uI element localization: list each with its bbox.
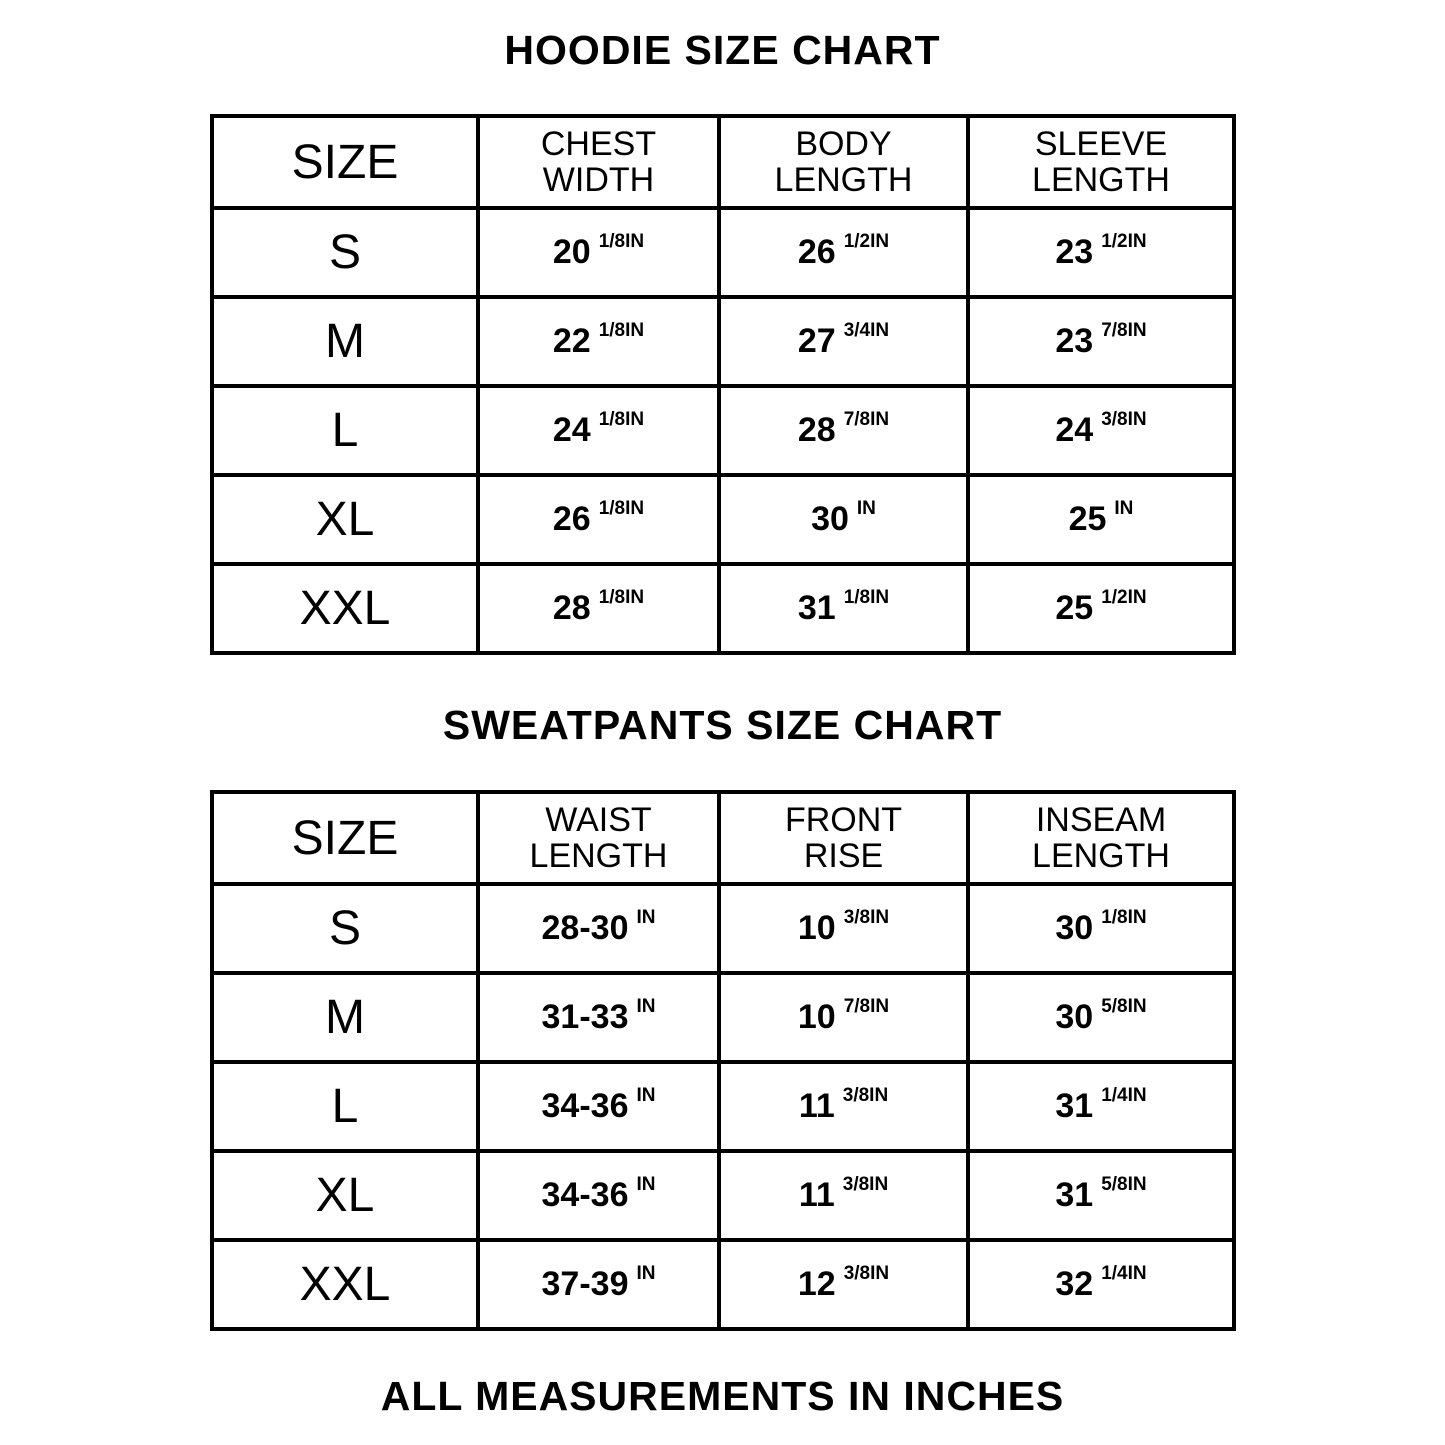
measurement-unit: 1/2IN (1101, 587, 1147, 608)
measurement-value: 25 (1055, 589, 1094, 627)
measurement-cell (968, 564, 1234, 653)
measurement-value: 10 (797, 909, 836, 947)
column-header: SLEEVE LENGTH (968, 116, 1234, 208)
measurement-cell (968, 884, 1234, 973)
measurement-cell (478, 973, 719, 1062)
measurement-unit: IN (636, 1174, 656, 1195)
table-row (212, 1062, 1234, 1151)
table-row (212, 386, 1234, 475)
measurement-cell (719, 386, 968, 475)
table-row (212, 297, 1234, 386)
measurement-unit: 1/8IN (598, 409, 645, 430)
measurement-value: 11 (798, 1176, 835, 1214)
size-label: L (212, 1062, 478, 1151)
measurement-unit: 7/8IN (843, 996, 890, 1017)
measurement-value: 31 (1055, 1176, 1094, 1214)
measurement-unit: 1/8IN (598, 231, 645, 252)
measurement-unit: IN (636, 1085, 656, 1106)
measurement-unit: 1/8IN (598, 498, 645, 519)
measurement-value: 31 (1055, 1087, 1094, 1125)
table-row (212, 973, 1234, 1062)
measurement-cell (968, 1062, 1234, 1151)
sweatpants-chart-title: SWEATPANTS SIZE CHART (442, 702, 1003, 748)
measurement-cell (719, 884, 968, 973)
table-row (212, 208, 1234, 297)
measurement-value: 28-30 (541, 909, 629, 947)
measurement-cell (478, 475, 719, 564)
measurement-value: 23 (1055, 322, 1094, 360)
table-row (212, 564, 1234, 653)
measurement-unit: IN (856, 498, 876, 519)
measurement-value: 28 (552, 589, 591, 627)
measurement-cell (719, 1240, 968, 1329)
hoodie-size-table (210, 114, 1236, 655)
measurement-cell (719, 475, 968, 564)
measurement-cell (968, 297, 1234, 386)
measurement-cell (478, 386, 719, 475)
measurement-value: 24 (1055, 411, 1094, 449)
column-header: SIZE (212, 116, 478, 208)
table-header-row (212, 116, 1234, 208)
measurement-value: 27 (797, 322, 836, 360)
column-header: WAIST LENGTH (478, 792, 719, 884)
measurement-unit: IN (1114, 498, 1134, 519)
measurement-value: 31-33 (541, 998, 629, 1036)
measurement-unit: 1/8IN (843, 587, 890, 608)
measurement-unit: 1/8IN (598, 587, 645, 608)
measurement-cell (478, 297, 719, 386)
measurement-unit: 5/8IN (1101, 1174, 1147, 1195)
measurement-unit: 1/2IN (1101, 231, 1147, 252)
column-header: INSEAM LENGTH (968, 792, 1234, 884)
measurement-cell (719, 208, 968, 297)
measurement-unit: IN (636, 1263, 656, 1284)
measurements-footer: ALL MEASUREMENTS IN INCHES (380, 1373, 1065, 1419)
size-label: M (212, 297, 478, 386)
measurement-value: 20 (552, 233, 591, 271)
measurement-value: 31 (797, 589, 836, 627)
hoodie-chart-title: HOODIE SIZE CHART (504, 27, 941, 73)
measurement-unit: 1/4IN (1101, 1085, 1147, 1106)
measurement-unit: 3/8IN (842, 1085, 889, 1106)
measurement-value: 32 (1055, 1265, 1094, 1303)
measurement-value: 12 (797, 1265, 836, 1303)
measurement-value: 23 (1055, 233, 1094, 271)
measurement-cell (478, 1240, 719, 1329)
measurement-cell (478, 1062, 719, 1151)
measurement-cell (478, 884, 719, 973)
measurement-unit: 3/8IN (843, 1263, 890, 1284)
measurement-unit: 3/8IN (842, 1174, 889, 1195)
measurement-value: 25 (1068, 500, 1107, 538)
size-label: S (212, 884, 478, 973)
measurement-unit: 1/4IN (1101, 1263, 1147, 1284)
measurement-unit: 3/8IN (843, 907, 890, 928)
measurement-value: 37-39 (541, 1265, 629, 1303)
column-header: SIZE (212, 792, 478, 884)
measurement-unit: 3/4IN (843, 320, 890, 341)
table-header-row (212, 792, 1234, 884)
measurement-unit: 7/8IN (1101, 320, 1147, 341)
size-label: XXL (212, 1240, 478, 1329)
measurement-unit: 1/8IN (1101, 907, 1147, 928)
measurement-cell (719, 973, 968, 1062)
measurement-unit: 1/8IN (598, 320, 645, 341)
measurement-unit: IN (636, 907, 656, 928)
table-row (212, 884, 1234, 973)
column-header: CHEST WIDTH (478, 116, 719, 208)
measurement-cell (968, 208, 1234, 297)
measurement-value: 34-36 (541, 1176, 629, 1214)
measurement-cell (719, 564, 968, 653)
measurement-value: 28 (797, 411, 836, 449)
measurement-cell (968, 1151, 1234, 1240)
measurement-cell (478, 564, 719, 653)
measurement-value: 11 (798, 1087, 835, 1125)
measurement-value: 30 (1055, 998, 1094, 1036)
measurement-cell (719, 1062, 968, 1151)
measurement-cell (478, 208, 719, 297)
measurement-value: 26 (797, 233, 836, 271)
measurement-cell (968, 973, 1234, 1062)
measurement-unit: IN (636, 996, 656, 1017)
size-label: XL (212, 1151, 478, 1240)
table-row (212, 1151, 1234, 1240)
measurement-value: 24 (552, 411, 591, 449)
sweatpants-size-table (210, 790, 1236, 1331)
measurement-cell (719, 1151, 968, 1240)
measurement-value: 30 (811, 500, 849, 538)
measurement-value: 26 (552, 500, 591, 538)
measurement-cell (968, 475, 1234, 564)
column-header: BODY LENGTH (719, 116, 968, 208)
measurement-cell (478, 1151, 719, 1240)
size-label: L (212, 386, 478, 475)
size-label: M (212, 973, 478, 1062)
measurement-unit: 5/8IN (1101, 996, 1147, 1017)
measurement-cell (968, 1240, 1234, 1329)
size-label: XL (212, 475, 478, 564)
measurement-value: 30 (1055, 909, 1094, 947)
table-row (212, 475, 1234, 564)
size-label: S (212, 208, 478, 297)
measurement-unit: 7/8IN (843, 409, 890, 430)
measurement-unit: 3/8IN (1101, 409, 1147, 430)
measurement-cell (968, 386, 1234, 475)
measurement-value: 10 (797, 998, 836, 1036)
measurement-unit: 1/2IN (843, 231, 890, 252)
column-header: FRONT RISE (719, 792, 968, 884)
measurement-cell (719, 297, 968, 386)
size-label: XXL (212, 564, 478, 653)
measurement-value: 34-36 (541, 1087, 629, 1125)
table-row (212, 1240, 1234, 1329)
measurement-value: 22 (552, 322, 591, 360)
